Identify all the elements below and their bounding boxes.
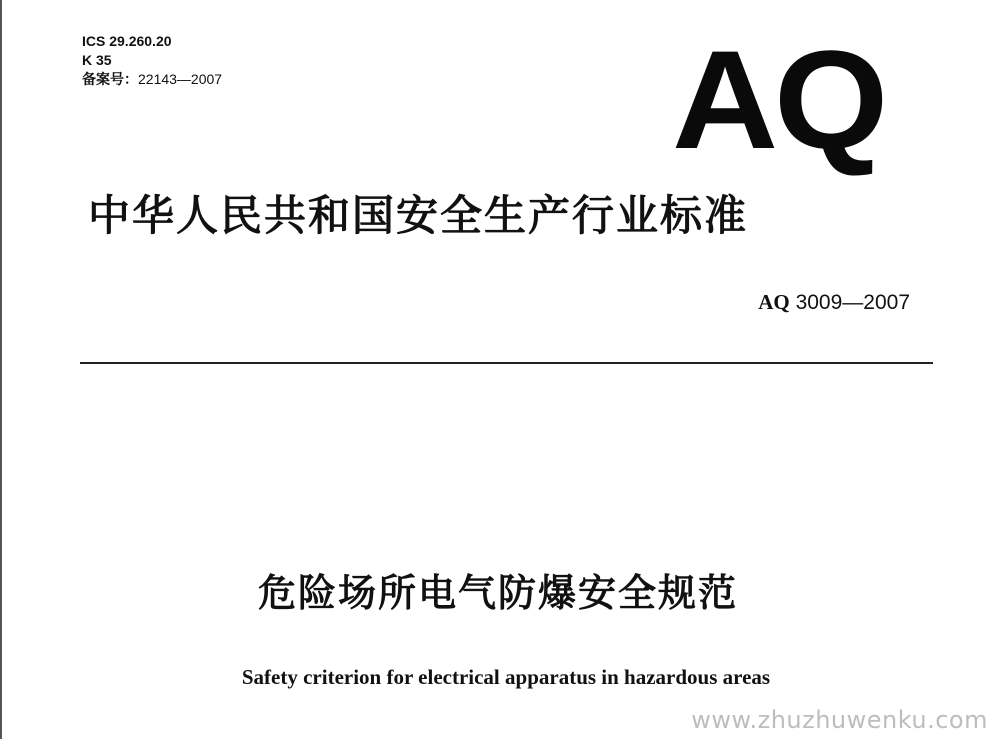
aq-logo: AQ	[672, 21, 885, 178]
record-label: 备案号：	[82, 71, 138, 87]
ics-code: ICS 29.260.20	[82, 33, 172, 49]
horizontal-divider	[80, 362, 933, 364]
site-watermark: www.zhuzhuwenku.com	[691, 706, 988, 734]
record-number: 22143—2007	[138, 71, 223, 87]
document-metadata	[82, 32, 222, 89]
main-title: 中华人民共和国安全生产行业标准	[88, 191, 749, 240]
standard-prefix: AQ	[758, 290, 790, 314]
classification-code: K 35	[82, 52, 112, 68]
document-title-chinese: 危险场所电气防爆安全规范	[257, 571, 738, 615]
record-number-line	[82, 70, 222, 89]
standard-number	[758, 288, 910, 317]
document-title-english: Safety criterion for electrical apparatus in hazardous areas	[241, 665, 771, 689]
standard-code: 3009—2007	[795, 291, 910, 314]
page-left-edge	[0, 0, 2, 739]
